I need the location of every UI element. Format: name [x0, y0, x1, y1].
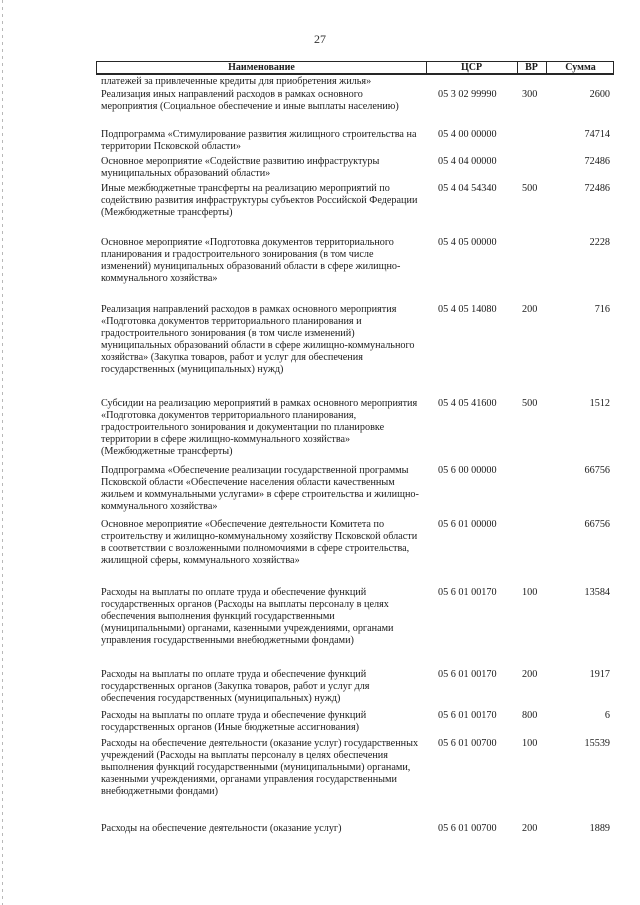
row-sum: 1917 [589, 669, 610, 680]
table-header [96, 61, 614, 75]
scan-edge-mark [2, 0, 3, 905]
row-csr: 05 4 00 00000 [438, 129, 497, 140]
row-csr: 05 3 02 99990 [438, 89, 497, 100]
row-sum: 2228 [589, 237, 610, 248]
row-vr: 200 [522, 823, 538, 834]
row-csr: 05 4 04 00000 [438, 156, 497, 167]
row-vr: 800 [522, 710, 538, 721]
row-vr: 500 [522, 183, 538, 194]
row-sum: 6 [604, 710, 610, 721]
row-name: Основное мероприятие «Подготовка документов территориального планирования и градостроительного зонирования (в том числе изменений) муниципальных образований области в сфере жилищно-коммунального хозяйства» [101, 237, 401, 285]
row-sum: 66756 [584, 465, 610, 476]
row-sum: 13584 [584, 587, 610, 598]
row-vr: 200 [522, 669, 538, 680]
row-sum: 1512 [589, 398, 610, 409]
row-csr: 05 6 01 00000 [438, 519, 497, 530]
row-name: Основное мероприятие «Содействие развитию инфраструктуры муниципальных образований области» [101, 156, 380, 180]
row-csr: 05 6 01 00170 [438, 587, 497, 598]
row-csr: 05 4 05 14080 [438, 304, 497, 315]
row-csr: 05 4 04 54340 [438, 183, 497, 194]
row-csr: 05 6 01 00170 [438, 710, 497, 721]
row-name: Иные межбюджетные трансферты на реализацию мероприятий по содействию развития инфраструктуры субъектов Российской Федерации (Межбюджетные трансферты) [101, 183, 418, 219]
column-header-vr: ВР [517, 62, 547, 74]
row-name: платежей за привлеченные кредиты для приобретения жилья» [101, 76, 372, 87]
row-csr: 05 6 01 00700 [438, 823, 497, 834]
row-sum: 72486 [584, 183, 610, 194]
row-sum: 1889 [589, 823, 610, 834]
row-name: Основное мероприятие «Обеспечение деятельности Комитета по строительству и жилищно-коммунальному хозяйству Псковской области в соответствии с возложенными полномочиями в сфере строительства, жилищной сферы, коммунального хозяйства» [101, 519, 418, 567]
row-name: Расходы на выплаты по оплате труда и обеспечение функций государственных органов (Иные бюджетные ассигнования) [101, 710, 367, 734]
row-sum: 2600 [589, 89, 610, 100]
row-name: Субсидии на реализацию мероприятий в рамках основного мероприятия «Подготовка документов территориального планирования, градостроительного зонирования и документации по планировке территории в сфере жилищно-коммунального хозяйства» (Межбюджетные трансферты) [101, 398, 418, 458]
row-csr: 05 6 01 00700 [438, 738, 497, 749]
column-header-sum: Сумма [565, 62, 596, 73]
row-vr: 100 [522, 738, 538, 749]
row-name: Подпрограмма «Обеспечение реализации государственной программы Псковской области «Обеспечение населения области качественным жильем и коммунальными услугами» в сфере строительства и жилищно-коммунального хозяйства» [101, 465, 419, 513]
row-name: Расходы на выплаты по оплате труда и обеспечение функций государственных органов (Расходы на выплаты персоналу в целях обеспечения выполнения функций государственными (муниципальными) органами, казенными учреждениями, органами управления государственными внебюджетными фондами) [101, 587, 394, 647]
row-vr: 200 [522, 304, 538, 315]
row-csr: 05 4 05 41600 [438, 398, 497, 409]
row-vr: 100 [522, 587, 538, 598]
row-csr: 05 6 01 00170 [438, 669, 497, 680]
column-header-name: Наименование [97, 62, 427, 74]
page-number: 27 [314, 32, 326, 46]
row-sum: 66756 [584, 519, 610, 530]
row-name: Подпрограмма «Стимулирование развития жилищного строительства на территории Псковской области» [101, 129, 417, 153]
row-vr: 500 [522, 398, 538, 409]
row-name: Реализация иных направлений расходов в рамках основного мероприятия (Социальное обеспечение и иные выплаты населению) [101, 89, 399, 113]
row-name: Расходы на обеспечение деятельности (оказание услуг) государственных учреждений (Расходы на выплаты персоналу в целях обеспечения выполнения функций государственными (муниципальными) органами, казенными учреждениями, органами управления государственными внебюджетными фондами) [101, 738, 419, 798]
row-sum: 72486 [584, 156, 610, 167]
row-sum: 716 [594, 304, 610, 315]
row-csr: 05 6 00 00000 [438, 465, 497, 476]
row-name: Расходы на выплаты по оплате труда и обеспечение функций государственных органов (Закупка товаров, работ и услуг для обеспечения государственных (муниципальных) нужд) [101, 669, 370, 705]
row-sum: 74714 [584, 129, 610, 140]
row-name: Реализация направлений расходов в рамках основного мероприятия «Подготовка документов территориального планирования и градостроительного зонирования (в том числе изменений) муниципальных образований области в сфере жилищно-коммунального хозяйства» (Закупка товаров, работ и услуг для обеспечения государственных (муниципальных) нужд) [101, 304, 415, 376]
row-sum: 15539 [584, 738, 610, 749]
row-csr: 05 4 05 00000 [438, 237, 497, 248]
column-header-csr: ЦСР [426, 62, 518, 74]
row-name: Расходы на обеспечение деятельности (оказание услуг) [101, 823, 342, 834]
row-vr: 300 [522, 89, 538, 100]
